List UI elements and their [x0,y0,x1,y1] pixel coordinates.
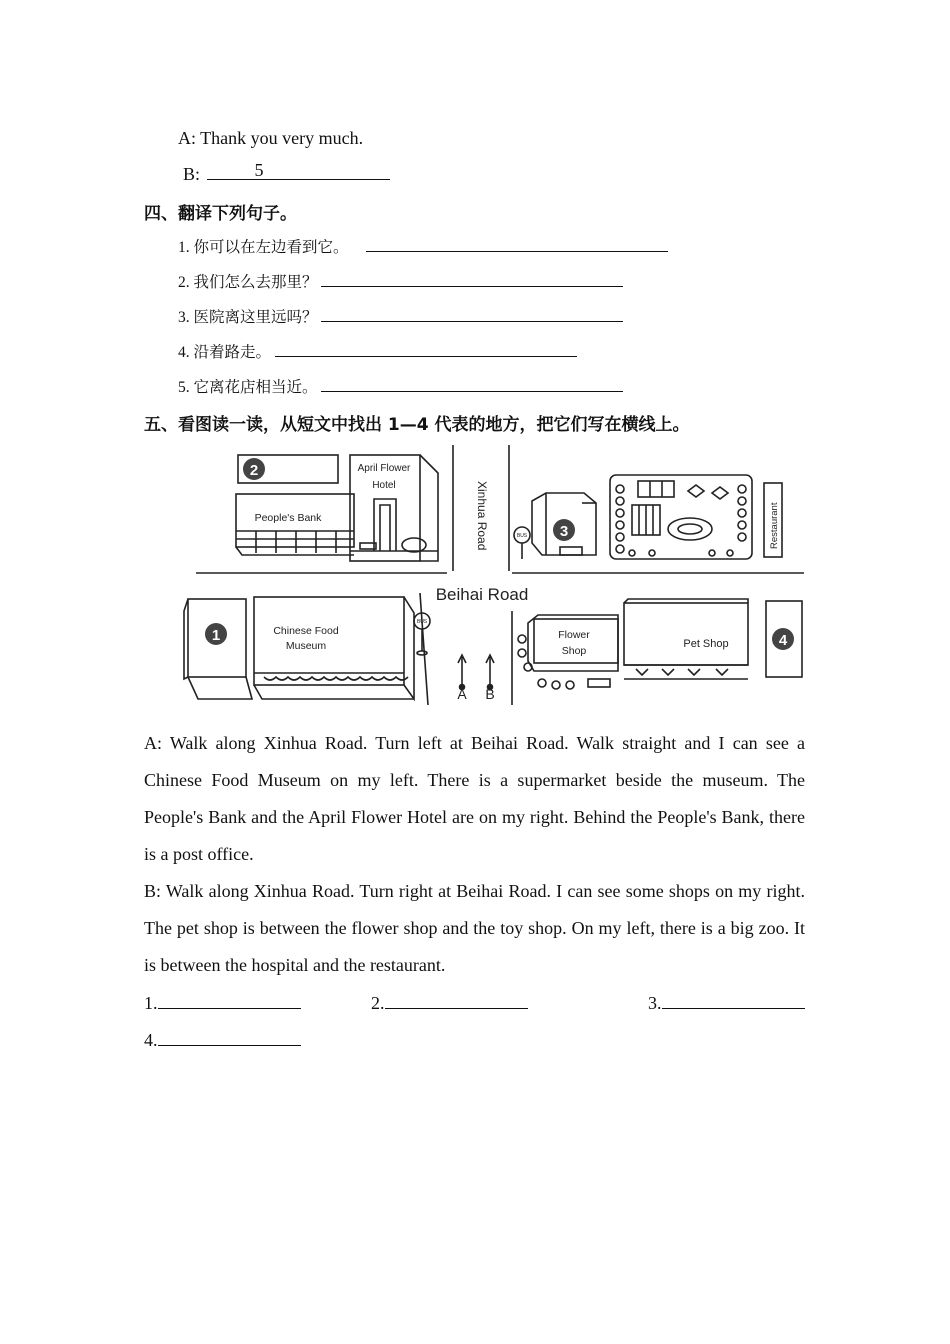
answer-blank[interactable] [366,235,668,252]
answer-blank-5[interactable] [207,160,390,180]
bank-label: People's Bank [254,512,322,524]
answer-line-4 [144,1029,301,1051]
section5-heading: 五、看图读一读，从短文中找出 1—4 代表的地方，把它们写在横线上。 [144,415,690,435]
badge-2-label: 2 [249,462,259,479]
flower-shop-label-line1: Flower [558,629,590,641]
answer-blank[interactable] [275,340,577,357]
answer-line-2 [371,992,528,1014]
street-map-illustration [182,443,806,709]
answer-blank-2[interactable] [385,992,528,1009]
bus-stop-bottom-label: BUS [416,619,428,625]
arrow-a-label: A [457,686,467,702]
item-text: 1. 你可以在左边看到它。 [178,239,349,256]
answer-blank[interactable] [321,270,623,287]
section4-heading: 四、翻译下列句子。 [144,204,297,224]
passage-a-text: A: Walk along Xinhua Road. Turn left at Beihai Road. Walk straight and I can see a Chinese Food Museum on my left. There is a supermarket beside the museum. The People's Bank and the April Flower Hotel are on my right. Behind the People's Bank, there is a post office. [144,733,805,864]
translate-item-2 [178,270,623,292]
dialogue-line-b [183,160,390,185]
passage-b-text: B: Walk along Xinhua Road. Turn right at Beihai Road. I can see some shops on my right. The pet shop is between the flower shop and the toy shop. On my left, there is a big zoo. It is between the hospital and the restaurant. [144,881,805,975]
flower-shop-label-line2: Shop [561,645,587,657]
answer-2-label: 2. [371,993,385,1013]
museum-label-line1: Chinese Food [273,625,339,637]
speaker-b-label: B: [183,164,201,184]
badge-4-label: 4 [778,632,788,649]
beihai-road-label: Beihai Road [435,585,529,604]
pet-shop-building [624,603,748,665]
answer-blank-4[interactable] [158,1029,301,1046]
badge-1-label: 1 [211,627,221,644]
bus-stop-top-label: BUS [516,533,528,539]
translate-item-1 [178,235,668,257]
passage-b [144,873,805,984]
hotel-label-line2: Hotel [372,480,396,491]
translate-item-3 [178,305,623,327]
answer-blank-1[interactable] [158,992,301,1009]
item-text: 4. 沿着路走。 [178,344,272,361]
answer-3-label: 3. [648,993,662,1013]
dialogue-line-a: A: Thank you very much. [178,128,364,148]
hotel-label-line1: April Flower [357,463,411,474]
answer-number: 5 [254,160,264,180]
answer-blank[interactable] [321,305,623,322]
restaurant-label: Restaurant [769,502,780,549]
answer-1-label: 1. [144,993,158,1013]
museum-label-line2: Museum [285,640,327,652]
answer-blank-3[interactable] [662,992,805,1009]
answer-line-3 [648,992,805,1014]
translate-item-4 [178,340,577,362]
passage-a [144,725,805,873]
item-text: 2. 我们怎么去那里？ [178,274,318,291]
museum-building [254,597,404,685]
answer-4-label: 4. [144,1030,158,1050]
item-text: 5. 它离花店相当近。 [178,379,318,396]
answer-blank[interactable] [321,375,623,392]
item-text: 3. 医院离这里远吗？ [178,309,318,326]
answer-line-1 [144,992,301,1014]
pet-shop-label: Pet Shop [683,638,729,650]
badge-3-label: 3 [559,523,569,540]
xinhua-road-label: Xinhua Road [475,481,489,551]
arrow-b-label: B [485,686,495,702]
translate-item-5 [178,375,623,397]
